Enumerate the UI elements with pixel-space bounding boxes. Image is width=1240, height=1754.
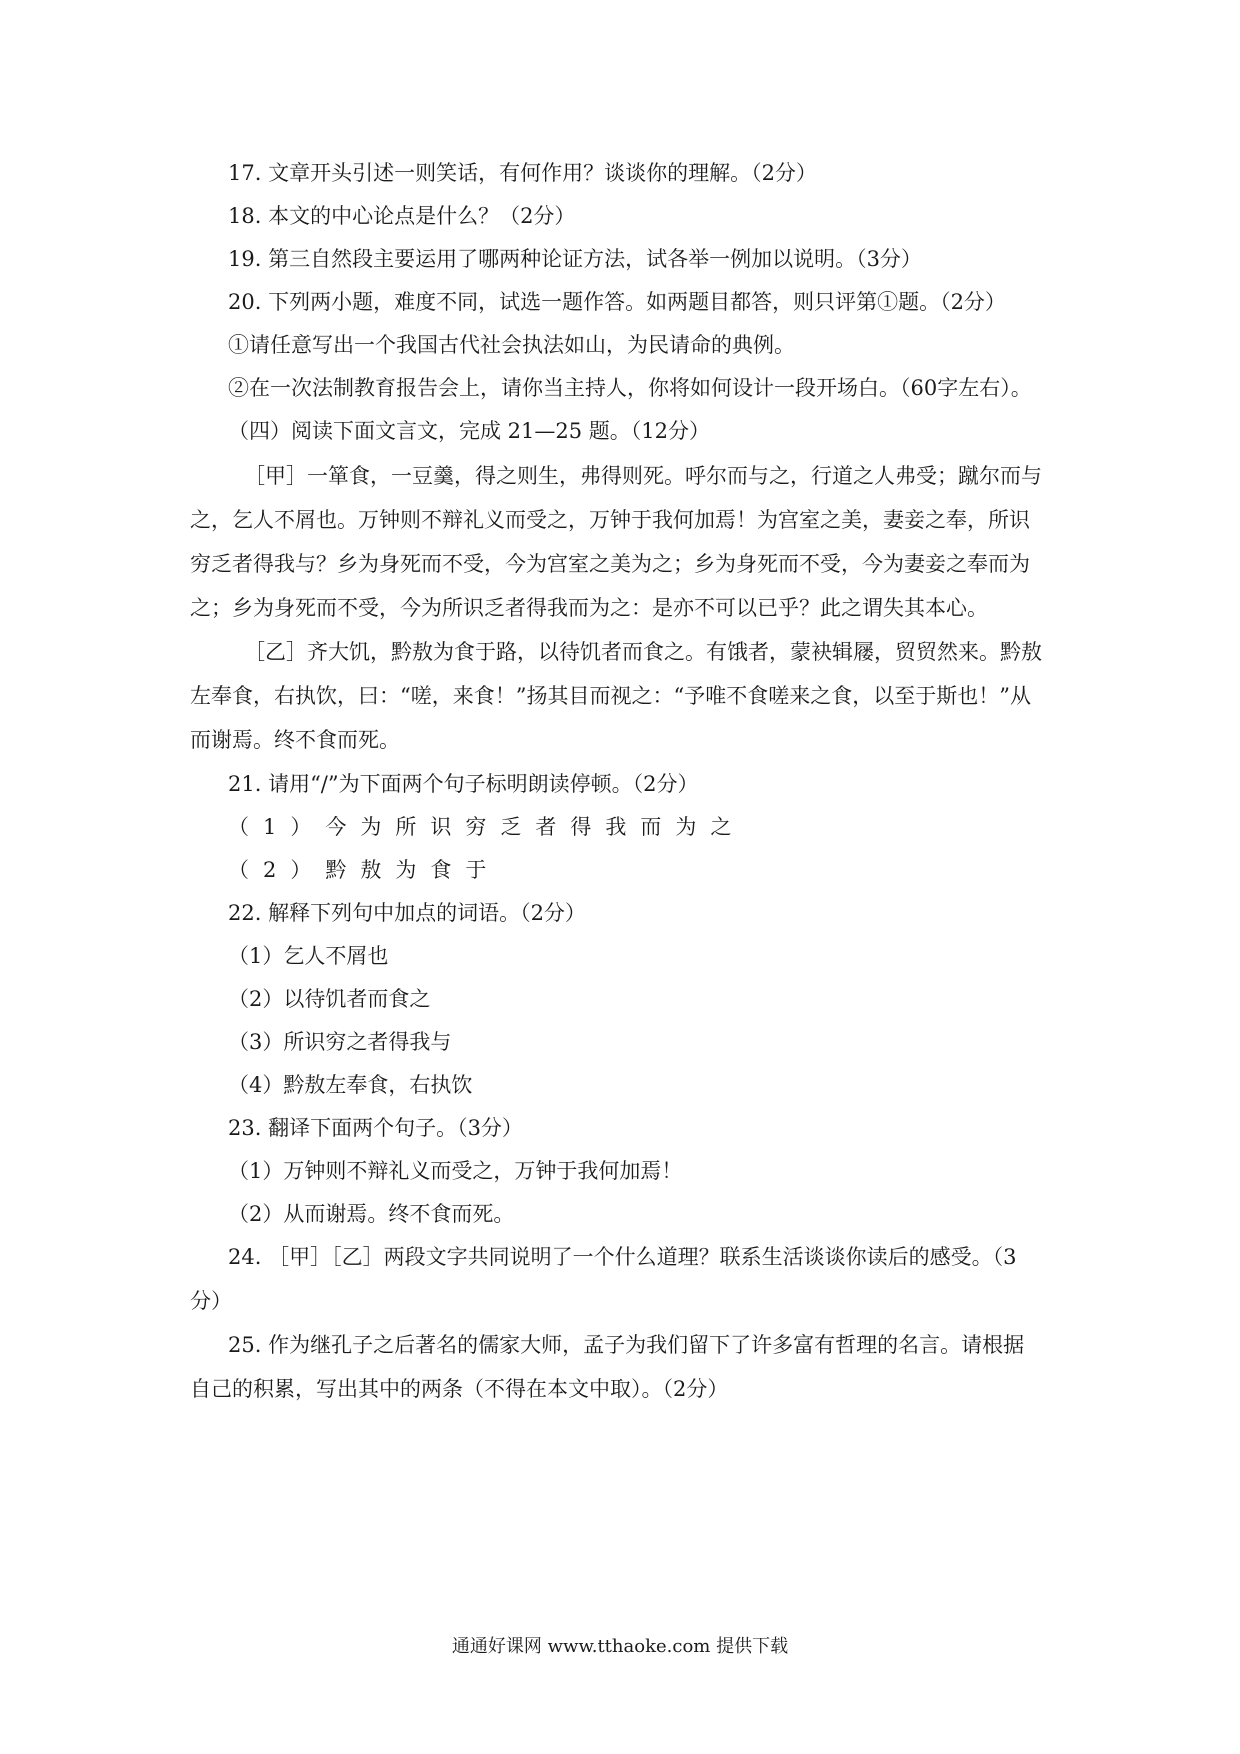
- question-23-item: （1）万钟则不辩礼义而受之，万钟于我何加焉！: [228, 1159, 683, 1183]
- passage-yi-line: 左奉食，右执饮，曰：“嗟，来食！”扬其目而视之：“予唯不食嗟来之食，以至于斯也！”从: [190, 684, 1031, 708]
- question-22-item: （3）所识穷之者得我与: [228, 1030, 452, 1054]
- question-24: 24. ［甲］［乙］两段文字共同说明了一个什么道理？联系生活谈谈你读后的感受。（3: [228, 1245, 1017, 1269]
- section-4-heading: （四）阅读下面文言文，完成 21—25 题。（12分）: [228, 419, 711, 443]
- question-22-item: （2）以待饥者而食之: [228, 987, 431, 1011]
- question-21-item: （1）今为所识穷乏者得我而为之: [228, 815, 746, 839]
- question-23-item: （2）从而谢焉。终不食而死。: [228, 1202, 515, 1226]
- question-21-item: （2）黔敖为食于: [228, 858, 501, 882]
- passage-yi-line: 而谢焉。终不食而死。: [190, 728, 400, 752]
- passage-jia-line: 之；乡为身死而不受，今为所识乏者得我而为之：是亦不可以已乎？此之谓失其本心。: [190, 596, 988, 620]
- passage-yi-line: ［乙］齐大饥，黔敖为食于路，以待饥者而食之。有饿者，蒙袂辑屦，贸贸然来。黔敖: [244, 640, 1042, 664]
- passage-jia-line: 之，乞人不屑也。万钟则不辩礼义而受之，万钟于我何加焉！为宫室之美，妻妾之奉，所识: [190, 508, 1030, 532]
- passage-jia-line: ［甲］一箪食，一豆羹，得之则生，弗得则死。呼尔而与之，行道之人弗受；蹴尔而与: [244, 464, 1042, 488]
- question-19: 19. 第三自然段主要运用了哪两种论证方法，试各举一例加以说明。（3分）: [228, 247, 922, 271]
- question-25-continued: 自己的积累，写出其中的两条（不得在本文中取）。（2分）: [190, 1377, 729, 1401]
- question-20-option-1: ①请任意写出一个我国古代社会执法如山，为民请命的典例。: [228, 333, 795, 357]
- question-25: 25. 作为继孔子之后著名的儒家大师，孟子为我们留下了许多富有哲理的名言。请根据: [228, 1333, 1025, 1357]
- question-20-option-2: ②在一次法制教育报告会上，请你当主持人，你将如何设计一段开场白。（60字左右）。: [228, 376, 1032, 400]
- question-22: 22. 解释下列句中加点的词语。（2分）: [228, 901, 586, 925]
- page-footer: 通通好课网 www.tthaoke.com 提供下载: [451, 1636, 789, 1657]
- question-23: 23. 翻译下面两个句子。（3分）: [228, 1116, 523, 1140]
- question-20: 20. 下列两小题，难度不同，试选一题作答。如两题目都答，则只评第①题。（2分）: [228, 290, 1006, 314]
- question-24-continued: 分）: [190, 1289, 232, 1313]
- question-21: 21. 请用“/”为下面两个句子标明朗读停顿。（2分）: [228, 772, 699, 796]
- question-22-item: （1）乞人不屑也: [228, 944, 389, 968]
- question-17: 17. 文章开头引述一则笑话，有何作用？谈谈你的理解。（2分）: [228, 161, 817, 185]
- question-18: 18. 本文的中心论点是什么？（2分）: [228, 204, 576, 228]
- question-22-item: （4）黔敖左奉食，右执饮: [228, 1073, 473, 1097]
- passage-jia-line: 穷乏者得我与？乡为身死而不受，今为宫室之美为之；乡为身死而不受，今为妻妾之奉而为: [190, 552, 1030, 576]
